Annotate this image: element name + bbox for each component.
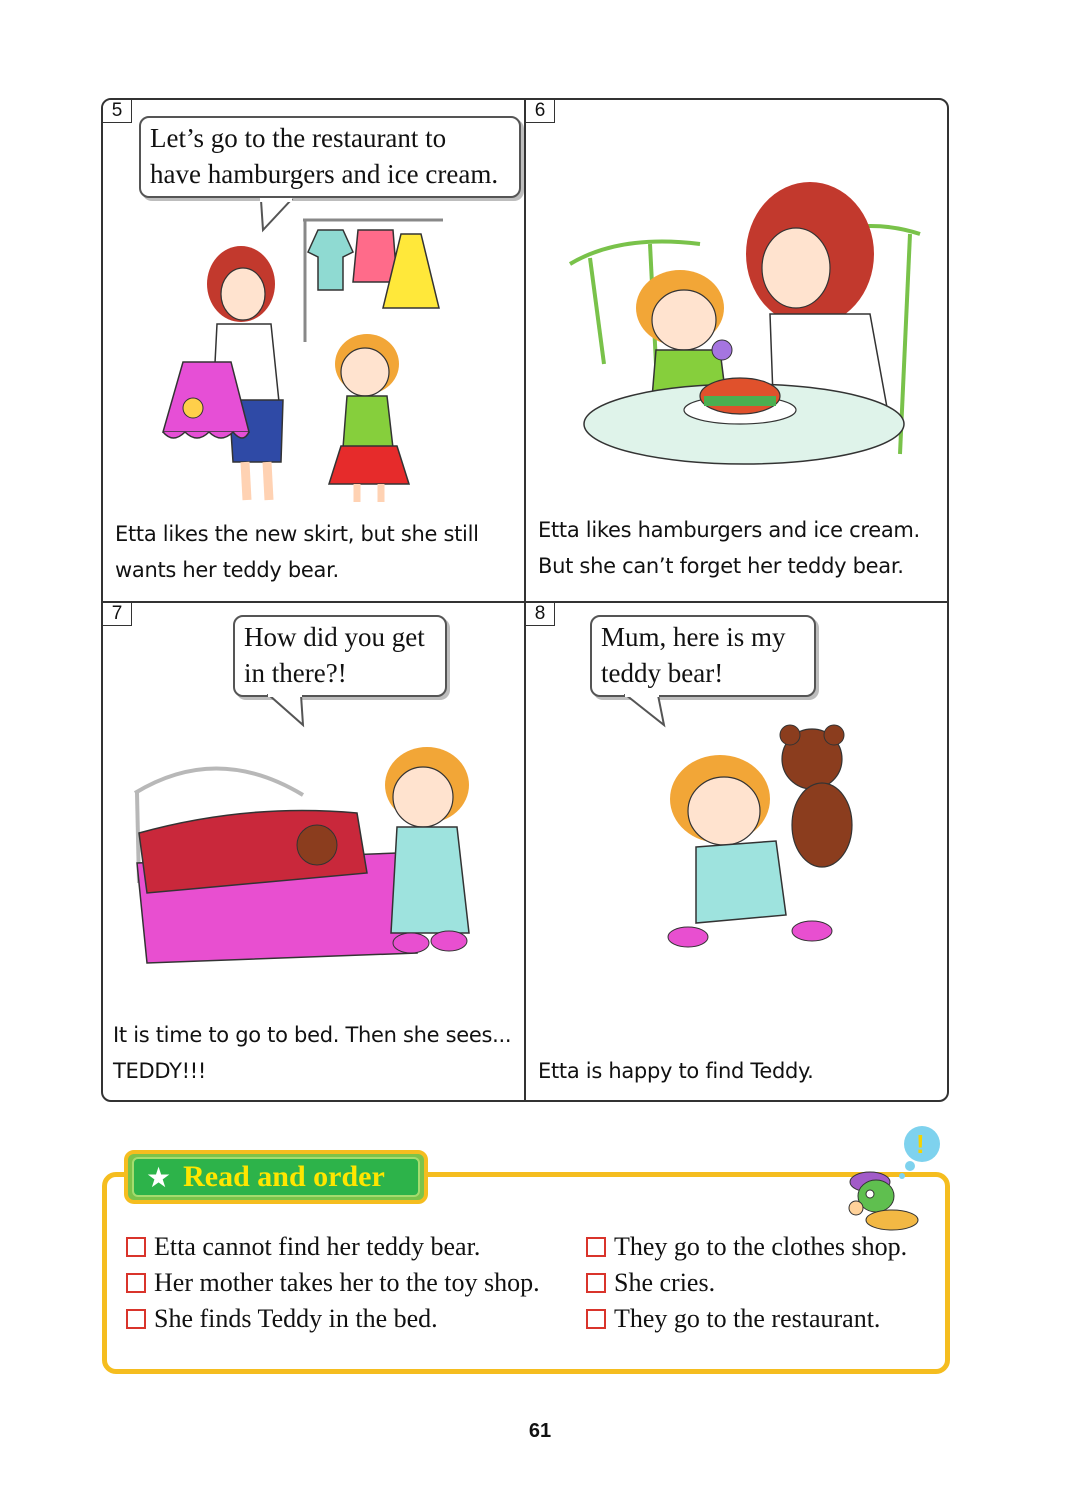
speech-line: Mum, here is my (601, 622, 786, 652)
order-option-5 (126, 1304, 438, 1334)
order-checkbox[interactable] (586, 1237, 606, 1257)
option-text: Her mother takes her to the toy shop. (154, 1268, 540, 1297)
order-checkbox[interactable] (126, 1273, 146, 1293)
option-text: Etta cannot find her teddy bear. (154, 1232, 481, 1261)
order-checkbox[interactable] (586, 1309, 606, 1329)
caption-line: wants her teddy bear. (115, 558, 339, 582)
mascot-turtle-icon (834, 1120, 946, 1232)
panel-caption (115, 516, 479, 588)
caption-line: TEDDY!!! (113, 1059, 206, 1083)
order-checkbox[interactable] (126, 1237, 146, 1257)
panel-caption (113, 1017, 511, 1089)
order-option-3 (126, 1268, 540, 1298)
speech-bubble (233, 615, 447, 697)
page-number: 61 (528, 1420, 552, 1442)
mascot-exclaim: ! (916, 1129, 925, 1159)
caption-line: But she can’t forget her teddy bear. (538, 554, 904, 578)
comic-panel-5 (103, 100, 524, 601)
speech-line: in there?! (244, 658, 347, 688)
speech-bubble (139, 116, 521, 198)
option-text: She cries. (614, 1268, 716, 1297)
panel-caption (538, 512, 920, 584)
caption-line: Etta likes hamburgers and ice cream. (538, 518, 920, 542)
panel-number: 8 (526, 603, 555, 626)
option-text: They go to the restaurant. (614, 1304, 881, 1333)
comic-panel-8 (526, 603, 949, 1102)
caption-line: Etta likes the new skirt, but she still (115, 522, 479, 546)
speech-bubble (590, 615, 816, 697)
comic-panel-6 (526, 100, 949, 601)
etta-holding-teddy-illustration (636, 715, 876, 967)
speech-line: Let’s go to the restaurant to (150, 123, 447, 153)
bed-teddy-discovery-illustration (127, 733, 517, 967)
restaurant-table-illustration (560, 174, 932, 474)
caption-line: It is time to go to bed. Then she sees... (113, 1023, 512, 1047)
star-icon: ★ (146, 1160, 172, 1194)
title-banner (132, 1157, 420, 1197)
order-option-4 (586, 1268, 715, 1298)
speech-line: teddy bear! (601, 658, 724, 688)
speech-tail (267, 693, 311, 729)
mother-daughter-clothes-shop-illustration (153, 212, 493, 504)
activity-title: Read and order (183, 1160, 385, 1193)
order-checkbox[interactable] (586, 1273, 606, 1293)
option-text: She finds Teddy in the bed. (154, 1304, 438, 1333)
speech-line: How did you get (244, 622, 425, 652)
panel-number: 5 (103, 100, 132, 123)
comic-panel-7 (103, 603, 524, 1102)
order-option-1 (126, 1232, 480, 1262)
panel-number: 7 (103, 603, 132, 626)
speech-line: have hamburgers and ice cream. (150, 159, 499, 189)
option-text: They go to the clothes shop. (614, 1232, 908, 1261)
order-option-6 (586, 1304, 880, 1334)
caption-line: Etta is happy to find Teddy. (538, 1059, 814, 1083)
order-checkbox[interactable] (126, 1309, 146, 1329)
read-and-order-title (124, 1150, 428, 1204)
comic-grid (101, 98, 949, 1102)
panel-caption (538, 1053, 814, 1089)
order-option-2 (586, 1232, 907, 1262)
panel-number: 6 (526, 100, 555, 123)
